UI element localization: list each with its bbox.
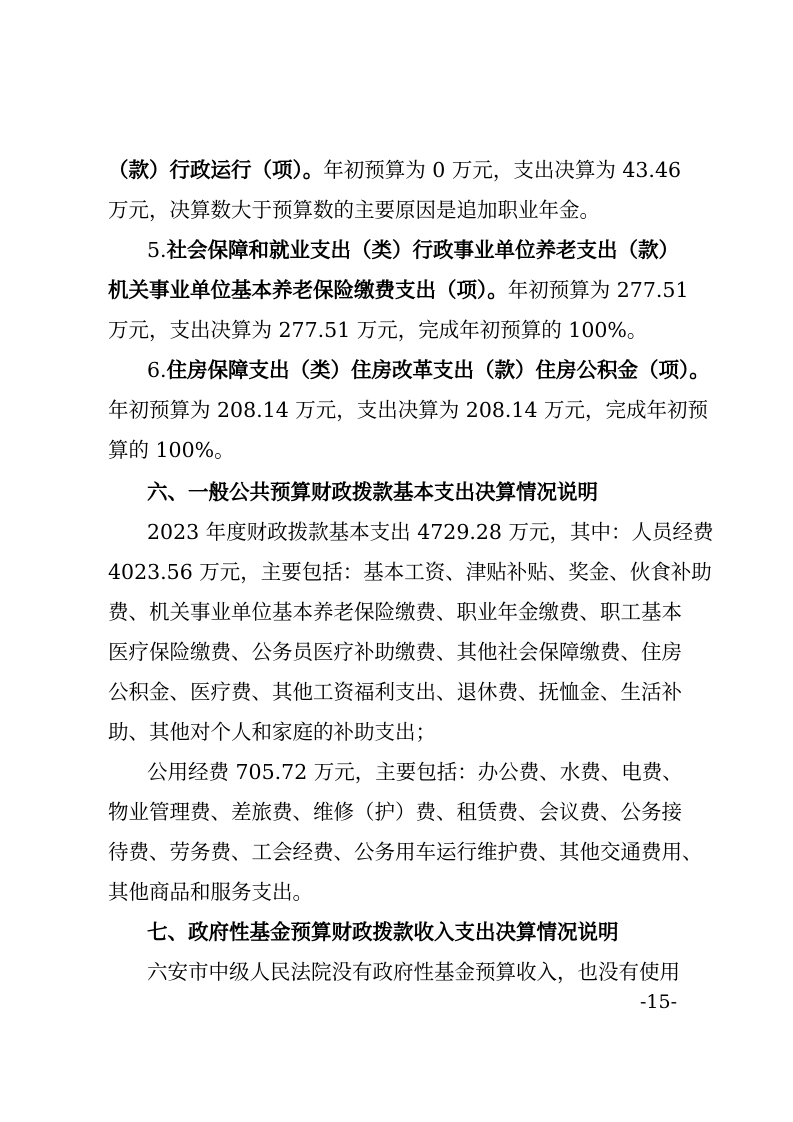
paragraph-line <box>147 356 710 384</box>
item-text: 年初预算为 277.51 <box>507 278 689 302</box>
item-heading-bold: 社会保障和就业支出（类）行政事业单位养老支出（款） <box>166 238 680 262</box>
paragraph-line <box>108 156 681 184</box>
paragraph-line: 医疗保险缴费、公务员医疗补助缴费、其他社会保障缴费、住房 <box>108 640 682 664</box>
page-number: -15- <box>640 991 678 1013</box>
section-heading: 六、一般公共预算财政拨款基本支出决算情况说明 <box>147 480 598 504</box>
paragraph-line: 4023.56 万元，主要包括：基本工资、津贴补贴、奖金、伙食补助 <box>108 560 712 584</box>
paragraph-line <box>108 276 689 304</box>
paragraph-line: 万元，支出决算为 277.51 万元，完成年初预算的 100%。 <box>108 318 648 342</box>
paragraph-line: 万元，决算数大于预算数的主要原因是追加职业年金。 <box>108 198 600 222</box>
item-heading-bold: 机关事业单位基本养老保险缴费支出（项）。 <box>108 278 508 302</box>
paragraph-line: 年初预算为 208.14 万元，支出决算为 208.14 万元，完成年初预 <box>108 398 709 422</box>
section-heading: 七、政府性基金预算财政拨款收入支出决算情况说明 <box>147 920 619 944</box>
paragraph-line: 费、机关事业单位基本养老保险缴费、职业年金缴费、职工基本 <box>108 600 682 624</box>
paragraph-line: 公积金、医疗费、其他工资福利支出、退休费、抚恤金、生活补 <box>108 680 682 704</box>
paragraph-line: 其他商品和服务支出。 <box>108 880 313 904</box>
paragraph-line: 公用经费 705.72 万元，主要包括：办公费、水费、电费、 <box>147 760 683 784</box>
item-number: 5. <box>147 238 167 262</box>
item-heading-bold: 住房保障支出（类）住房改革支出（款）住房公积金（项）。 <box>166 358 710 382</box>
item-text: 年初预算为 0 万元，支出决算为 43.46 <box>323 158 682 182</box>
paragraph-line: 物业管理费、差旅费、维修（护）费、租赁费、会议费、公务接 <box>108 800 682 824</box>
paragraph-line: 算的 100%。 <box>108 438 235 462</box>
paragraph-line <box>147 236 679 264</box>
paragraph-line: 助、其他对个人和家庭的补助支出； <box>108 720 436 744</box>
item-heading-bold: （款）行政运行（项）。 <box>108 158 324 182</box>
item-number: 6. <box>147 358 167 382</box>
paragraph-line: 六安市中级人民法院没有政府性基金预算收入，也没有使用 <box>147 960 680 984</box>
paragraph-line: 待费、劳务费、工会经费、公务用车运行维护费、其他交通费用、 <box>108 840 703 864</box>
paragraph-line: 2023 年度财政拨款基本支出 4729.28 万元，其中：人员经费 <box>147 520 714 544</box>
